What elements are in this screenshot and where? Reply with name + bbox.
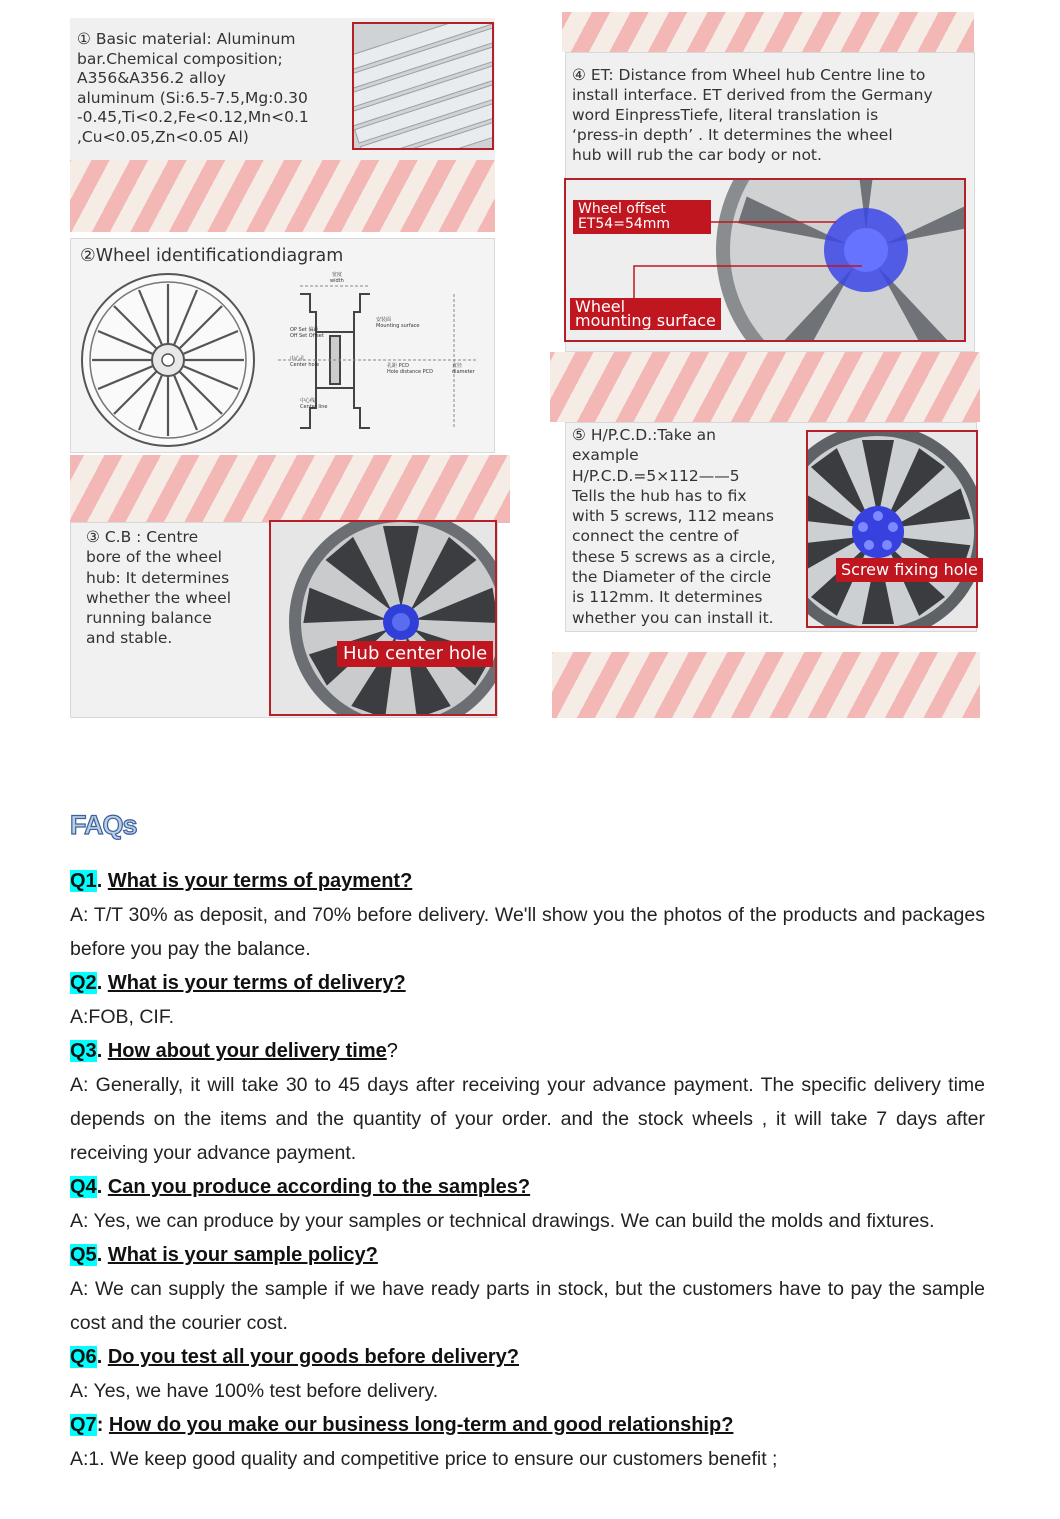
faq-question: [70, 966, 985, 1000]
faq-question: [70, 1340, 985, 1374]
wheel-diagram-graphic: [78, 272, 488, 450]
pcd-text: ⑤ H/P.C.D.:Take an example H/P.C.D.=5×112——5 Tells the hub has to fix with 5 screws, 112 means connect the centre of these 5 screws as a circle, the Diameter of the circle is 112mm. It determines whether you can install it.: [572, 426, 776, 627]
question-text: What is your terms of delivery?: [107, 972, 406, 994]
faq-question: [70, 1408, 985, 1442]
question-separator: .: [96, 1244, 103, 1266]
faq-answer: A: T/T 30% as deposit, and 70% before delivery. We'll show you the photos of the products and packages before you pay the balance.: [70, 904, 985, 960]
faq-answer: A: Yes, we can produce by your samples or technical drawings. We can build the molds and fixtures.: [70, 1210, 935, 1232]
question-text: Can you produce according to the samples?: [107, 1176, 531, 1198]
question-separator: :: [96, 1414, 104, 1436]
faq-answer: A:FOB, CIF.: [70, 1006, 175, 1028]
faq-list: [70, 864, 985, 1476]
faq-answer: A: Yes, we have 100% test before delivery.: [70, 1380, 439, 1402]
question-number: Q7: [70, 1414, 97, 1436]
faq-title: FAQs: [70, 810, 137, 840]
aluminum-bars-image: [354, 24, 494, 150]
question-number: Q6: [70, 1346, 97, 1368]
diagram-label-mounting: 安装面 Mounting surface: [376, 317, 420, 329]
faq-answer: A: We can supply the sample if we have ready parts in stock, but the customers have to pay the sample cost and the courier cost.: [70, 1278, 985, 1334]
question-text: What is your sample policy?: [107, 1244, 378, 1266]
wheel-mounting-surface-tag: Wheel mounting surface: [570, 298, 721, 330]
decor-stripe: [70, 455, 510, 523]
question-text: Do you test all your goods before delivery?: [107, 1346, 520, 1368]
question-separator: .: [96, 870, 103, 892]
faq-answer: A: Generally, it will take 30 to 45 days after receiving your advance payment. The specific delivery time depends on the items and the quantity of your order. and the stock wheels , it will take 7 days after receiving your advance payment.: [70, 1074, 985, 1164]
decor-stripe: [70, 160, 495, 232]
hub-center-photo: [269, 520, 497, 716]
et-text: ④ ET: Distance from Wheel hub Centre line to install interface. ET derived from the Germany word EinpressTiefe, literal translation is ‘press-in depth’ . It determines the wheel hub will rub the car body or not.: [572, 66, 933, 164]
diagram-label-center-hole: 中心孔 Center hole: [290, 356, 320, 368]
faq-answer: A:1. We keep good quality and competitive price to ensure our customers benefit ;: [70, 1448, 778, 1470]
question-number: Q2: [70, 972, 97, 994]
screw-wheel-image: [808, 432, 978, 628]
aluminum-bars-photo: [352, 22, 494, 150]
question-number: Q5: [70, 1244, 97, 1266]
material-text: ① Basic material: Aluminum bar.Chemical composition; A356&A356.2 alloy aluminum (Si:6.5-7.5,Mg:0.30 -0.45,Ti<0.2,Fe<0.12,Mn<0.1 ,Cu<0.05,Zn<0.05 Al): [77, 30, 309, 146]
decor-stripe: [552, 652, 980, 718]
question-separator: .: [96, 1176, 103, 1198]
question-text: How do you make our business long-term and good relationship?: [108, 1414, 734, 1436]
question-separator: .: [96, 1346, 103, 1368]
hub-center-hole-tag: Hub center hole: [337, 641, 493, 667]
diagram-label-pcd: 孔距 PCD Hole distance PCD: [387, 363, 434, 375]
hub-wheel-image: [271, 522, 497, 716]
diagram-label-center-line: 中心线 Center line: [300, 398, 328, 410]
center-bore-text: ③ C.B : Centre bore of the wheel hub: It determines whether the wheel running balance and stable.: [86, 528, 232, 648]
question-number: Q1: [70, 870, 97, 892]
question-separator: .: [96, 1040, 103, 1062]
faq-question: [70, 1238, 985, 1272]
question-separator: .: [96, 972, 103, 994]
question-text: What is your terms of payment?: [107, 870, 413, 892]
screw-hole-photo: [806, 430, 978, 628]
decor-stripe: [562, 12, 974, 52]
faq-question: [70, 1170, 985, 1204]
wheel-offset-tag: Wheel offset ET54=54mm: [573, 200, 711, 234]
diagram-label-offset: OP Set 偏距 Off Set Offset: [290, 327, 324, 339]
question-text: How about your delivery time: [107, 1040, 387, 1062]
faq-question: [70, 1034, 985, 1068]
decor-stripe: [550, 352, 980, 422]
question-tail: ?: [386, 1040, 398, 1062]
wheel-diagram-title: ②Wheel identificationdiagram: [80, 246, 344, 266]
faq-question: [70, 864, 985, 898]
question-number: Q3: [70, 1040, 97, 1062]
question-number: Q4: [70, 1176, 97, 1198]
diagram-label-width: 宽度 width: [330, 272, 344, 284]
screw-fixing-hole-tag: Screw fixing hole: [836, 558, 983, 582]
diagram-label-diameter: 直径 diameter: [452, 363, 475, 375]
